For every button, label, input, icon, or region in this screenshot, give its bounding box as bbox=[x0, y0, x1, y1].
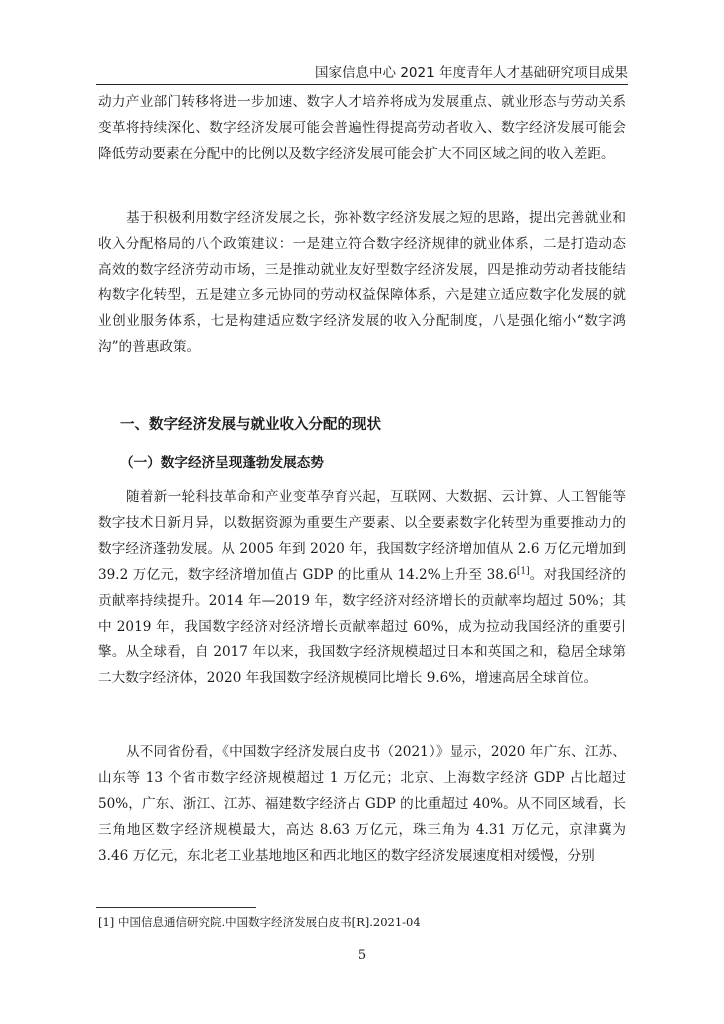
footnote-divider bbox=[96, 907, 256, 908]
page-header: 国家信息中心 2021 年度青年人才基础研究项目成果 bbox=[96, 63, 628, 85]
paragraph-1: 动力产业部门转移将进一步加速、数字人才培养将成为发展重点、就业形态与劳动关系变革将持续深化、数字经济发展可能会普遍性得提高劳动者收入、数字经济发展可能会降低劳动要素在分配中的比例以及数字经济发展可能会扩大不同区域之间的收入差距。 bbox=[98, 94, 626, 162]
footnote-reference[interactable]: [1] bbox=[516, 566, 530, 577]
paragraph-3-text-b: 。对我国经济的贡献率持续提升。2014 年—2019 年，数字经济对经济增长的贡献率均超过 50%；其中 2019 年，我国数字经济对经济增长贡献率超过 60%，成为拉动我国经济的重要引擎。从全球看，自 2017 年以来，我国数字经济规模超过日本和英国之和，稳居全球第二大数字经济体，2020 年我国数字经济规模同比增长 9.6%，增速高居全球首位。 bbox=[98, 566, 627, 687]
paragraph-3 bbox=[98, 485, 626, 692]
subsection-heading: （一）数字经济呈现蓬勃发展态势 bbox=[120, 455, 324, 471]
page-number: 5 bbox=[357, 948, 367, 963]
paragraph-2: 基于积极利用数字经济发展之长，弥补数字经济发展之短的思路，提出完善就业和收入分配格局的八个政策建议：一是建立符合数字经济规律的就业体系，二是打造动态高效的数字经济劳动市场，三是推动就业友好型数字经济发展，四是推动劳动者技能结构数字化转型，五是建立多元协同的劳动权益保障体系，六是建立适应数字化发展的就业创业服务体系，七是构建适应数字经济发展的收入分配制度，八是强化缩小“数字鸿沟”的普惠政策。 bbox=[98, 210, 626, 355]
section-heading: 一、数字经济发展与就业收入分配的现状 bbox=[120, 417, 381, 433]
paragraph-4: 从不同省份看，《中国数字经济发展白皮书（2021）》显示，2020 年广东、江苏、山东等 13 个省市数字经济规模超过 1 万亿元；北京、上海数字经济 GDP 占比超过 50%，广东、浙江、江苏、福建数字经济占 GDP 的比重超过 40%。从不同区域看，长三角地区数字经济规模最大，高达 8.63 万亿元，珠三角为 4.31 万亿元，京津冀为 3.46 万亿元，东北老工业基地地区和西北地区的数字经济发展速度相对缓慢，分别 bbox=[98, 744, 626, 864]
paragraph-3-text-a: 随着新一轮科技革命和产业变革孕育兴起，互联网、大数据、云计算、人工智能等数字技术日新月异，以数据资源为重要生产要素、以全要素数字化转型为重要推动力的数字经济蓬勃发展。从 2005 年到 2020 年，我国数字经济增加值从 2.6 万亿元增加到 39.2 万亿元，数字经济增加值占 GDP 的比重从 14.2%上升至 38.6 bbox=[98, 489, 626, 583]
footnote: [1] 中国信息通信研究院.中国数字经济发展白皮书[R].2021-04 bbox=[98, 915, 421, 929]
